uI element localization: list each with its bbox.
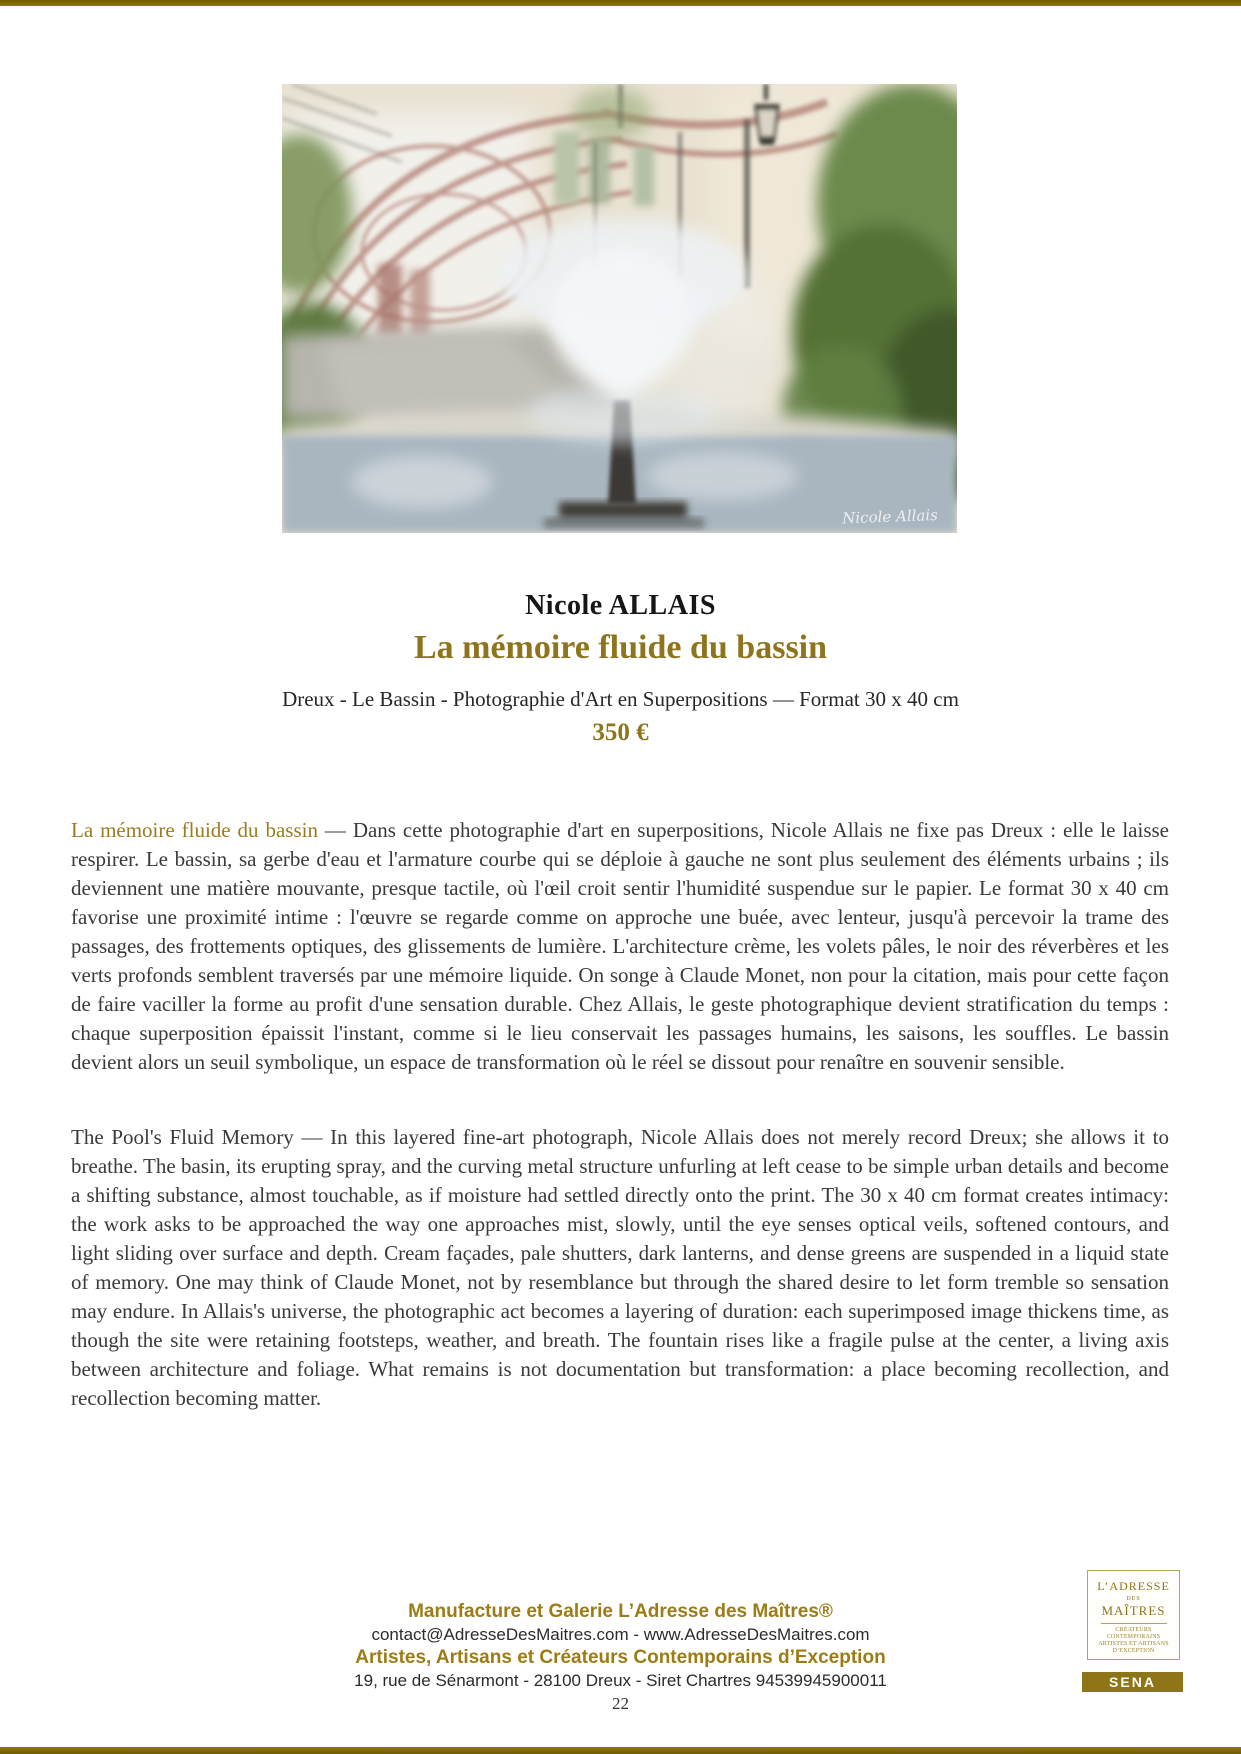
photo-water-reflection-right xyxy=(647,452,797,500)
page-number: 22 xyxy=(612,1694,629,1713)
footer-gallery-name: Manufacture et Galerie L’Adresse des Maîtres® xyxy=(408,1601,833,1622)
sena-badge: SENA xyxy=(1082,1672,1183,1692)
description-english-body: — In this layered fine-art photograph, Nicole Allais does not merely record Dreux; she allows it to breathe. The basin, its erupting spray, and the curving metal structure unfurling at left cease to be simple urban details and become a shifting substance, almost touchable, as if moisture had settled directly onto the print. The 30 x 40 cm format creates intimacy: the work asks to be approached the way one approaches mist, slowly, until the eye senses optical veils, softened contours, and light sliding over surface and depth. Cream façades, pale shutters, dark lanterns, and dense greens are suspended in a liquid state of memory. One may think of Claude Monet, not by resemblance but through the shared desire to let form tremble so sensation may endure. In Allais's universe, the photographic act becomes a layering of duration: each superimposed image thickens time, as though the site were retaining footsteps, weather, and breath. The fountain rises like a fragile pulse at the center, a living axis between architecture and foliage. What remains is not documentation but transformation: a place becoming recollection, and recollection becoming matter. xyxy=(71,1125,1169,1410)
logo-line-des: DES xyxy=(1126,1596,1141,1602)
logo-divider xyxy=(1101,1623,1167,1624)
artwork-title: La mémoire fluide du bassin xyxy=(413,629,828,666)
photo-water-reflection-left xyxy=(352,456,492,508)
footer-address-line: 19, rue de Sénarmont - 28100 Dreux - Siret Chartres 94539945900011 xyxy=(354,1671,887,1690)
logo-sub-artistes: ARTISTES ET ARTISANS xyxy=(1098,1641,1169,1647)
description-french xyxy=(71,816,1169,1077)
gallery-logo xyxy=(1087,1570,1180,1660)
artwork-subtitle: Dreux - Le Bassin - Photographie d'Art en Superpositions — Format 30 x 40 cm xyxy=(282,687,959,711)
bottom-border-bar xyxy=(0,1747,1241,1754)
footer-contact-line: contact@AdresseDesMaitres.com - www.AdresseDesMaitres.com xyxy=(371,1625,870,1644)
logo-sub-createurs: CRÉATEURS CONTEMPORAINS xyxy=(1106,1627,1161,1640)
logo-sub-exception: D’EXCEPTION xyxy=(1112,1648,1155,1654)
artwork-photo-illustration xyxy=(282,84,957,533)
top-border-bar xyxy=(0,0,1241,6)
description-english-lead: The Pool's Fluid Memory xyxy=(71,1125,294,1149)
artist-name: Nicole ALLAIS xyxy=(525,590,716,621)
description-french-body: — Dans cette photographie d'art en superpositions, Nicole Allais ne fixe pas Dreux : elle le laisse respirer. Le bassin, sa gerbe d'eau et l'armature courbe qui se déploie à gauche ne sont plus seulement des éléments urbains ; ils deviennent une matière mouvante, presque tactile, où l'œil croit sentir l'humidité suspendue sur le papier. Le format 30 x 40 cm favorise une proximité intime : l'œuvre se regarde comme on approche une buée, avec lenteur, jusqu'à percevoir la trame des passages, des frottements optiques, des glissements de lumière. L'architecture crème, les volets pâles, le noir des réverbères et les verts profonds semblent traversés par une mémoire liquide. On songe à Claude Monet, non pour la citation, mais pour cette façon de faire vaciller la forme au profit d'une sensation durable. Chez Allais, le geste photographique devient stratification du temps : chaque superposition épaissit l'instant, comme si le lieu conservait les passages humains, les saisons, les souffles. Le bassin devient alors un seuil symbolique, un espace de transformation où le réel se dissout pour renaître en souvenir sensible. xyxy=(71,818,1169,1074)
photo-signature: Nicole Allais xyxy=(841,506,939,528)
description-english xyxy=(71,1123,1169,1413)
logo-line-maitres: MAÎTRES xyxy=(1101,1603,1166,1618)
footer-tagline: Artistes, Artisans et Créateurs Contemporains d’Exception xyxy=(355,1647,886,1668)
artwork-photo xyxy=(282,84,957,533)
description-french-lead: La mémoire fluide du bassin xyxy=(71,818,318,842)
artwork-price: 350 € xyxy=(592,719,649,746)
logo-line-adresse: L’ADRESSE xyxy=(1097,1579,1170,1593)
